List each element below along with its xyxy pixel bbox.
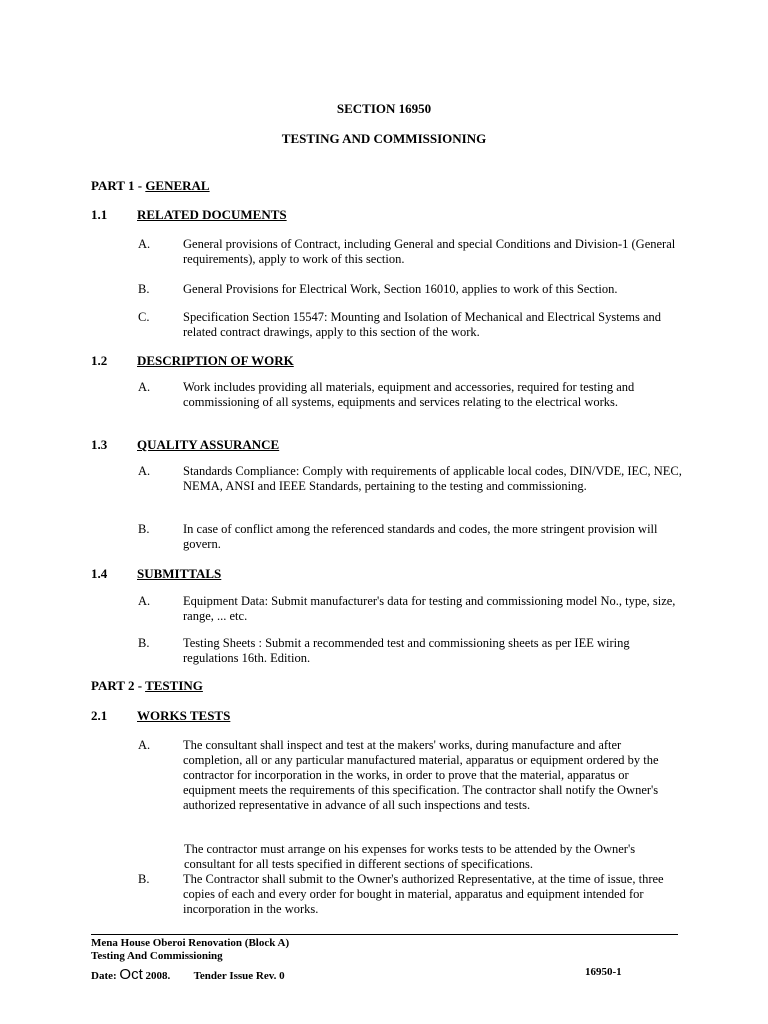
footer-date-line <box>91 966 285 983</box>
heading-label: RELATED DOCUMENTS <box>137 207 287 222</box>
clause-text: Equipment Data: Submit manufacturer's data for testing and commissioning model No., type, size, range, ... etc. <box>183 594 676 623</box>
clause-letter: B. <box>138 636 150 650</box>
heading-number: 1.4 <box>91 566 108 581</box>
part-2-prefix: PART 2 - <box>91 678 146 693</box>
footer-divider <box>91 934 678 935</box>
heading-number: 2.1 <box>91 708 108 723</box>
heading-label: WORKS TESTS <box>137 708 231 723</box>
heading-number: 1.3 <box>91 437 108 452</box>
heading-number: 1.1 <box>91 207 108 222</box>
footer-date-label: Date: <box>91 970 120 982</box>
clause-letter: A. <box>138 464 151 478</box>
clause-text: The Contractor shall submit to the Owner's authorized Representative, at the time of issue, three copies of each and every order for bought in material, apparatus and equipment intended for incorporation in the works. <box>183 872 664 916</box>
footer-issue: Tender Issue Rev. 0 <box>193 970 285 982</box>
clause-text: Work includes providing all materials, equipment and accessories, required for testing and commissioning of all systems, equipments and services relating to the electrical works. <box>183 380 635 409</box>
part-1-heading <box>91 178 210 194</box>
heading-label: SUBMITTALS <box>137 566 222 581</box>
section-number: SECTION 16950 <box>336 101 432 116</box>
footer-date-year: 2008. <box>142 970 171 982</box>
heading-label: QUALITY ASSURANCE <box>137 437 280 452</box>
clause-letter: C. <box>138 310 150 324</box>
clause-letter: B. <box>138 282 150 296</box>
clause-text: Testing Sheets : Submit a recommended test and commissioning sheets as per IEE wiring regulations 16th. Edition. <box>183 636 630 665</box>
section-title: TESTING AND COMMISSIONING <box>281 131 487 146</box>
footer-date-month: Oct <box>119 966 143 983</box>
clause-text: In case of conflict among the referenced standards and codes, the more stringent provision will govern. <box>183 522 658 551</box>
clause-letter: A. <box>138 738 151 752</box>
part-1-prefix: PART 1 - <box>91 178 146 193</box>
clause-letter: A. <box>138 594 151 608</box>
heading-label: DESCRIPTION OF WORK <box>137 353 294 368</box>
clause-letter: A. <box>138 237 151 251</box>
clause-text: Standards Compliance: Comply with requirements of applicable local codes, DIN/VDE, IEC, NEC, NEMA, ANSI and IEEE Standards, pertaining to the testing and commissioning. <box>183 464 682 493</box>
clause-text: The consultant shall inspect and test at the makers' works, during manufacture and after completion, all or any particular manufactured material, apparatus or equipment ordered by the contractor for incorporation in the works, in order to prove that the material, apparatus or equipment meets the requirements of this specification. The contractor shall notify the Owner's authorized representative in advance of all such inspections and tests. <box>183 738 659 812</box>
heading-number: 1.2 <box>91 353 108 368</box>
clause-letter: B. <box>138 872 150 886</box>
clause-text: General Provisions for Electrical Work, Section 16010, applies to work of this Section. <box>183 282 618 296</box>
footer-subject: Testing And Commissioning <box>91 950 223 962</box>
clause-text: Specification Section 15547: Mounting and Isolation of Mechanical and Electrical Systems and related contract drawings, apply to this section of the work. <box>183 310 662 339</box>
clause-letter: B. <box>138 522 150 536</box>
clause-letter: A. <box>138 380 151 394</box>
part-2-heading <box>91 678 203 694</box>
part-2-label: TESTING <box>145 678 203 693</box>
clause-text: General provisions of Contract, including General and special Conditions and Division-1 (General requirements), apply to work of this section. <box>183 237 676 266</box>
footer-page-number: 16950-1 <box>585 966 622 978</box>
footer-project: Mena House Oberoi Renovation (Block A) <box>91 937 290 949</box>
part-1-label: GENERAL <box>145 178 210 193</box>
clause-2-1-a-paragraph: The contractor must arrange on his expenses for works tests to be attended by the Owner's consultant for all tests specified in different sections of specifications. <box>184 842 636 871</box>
